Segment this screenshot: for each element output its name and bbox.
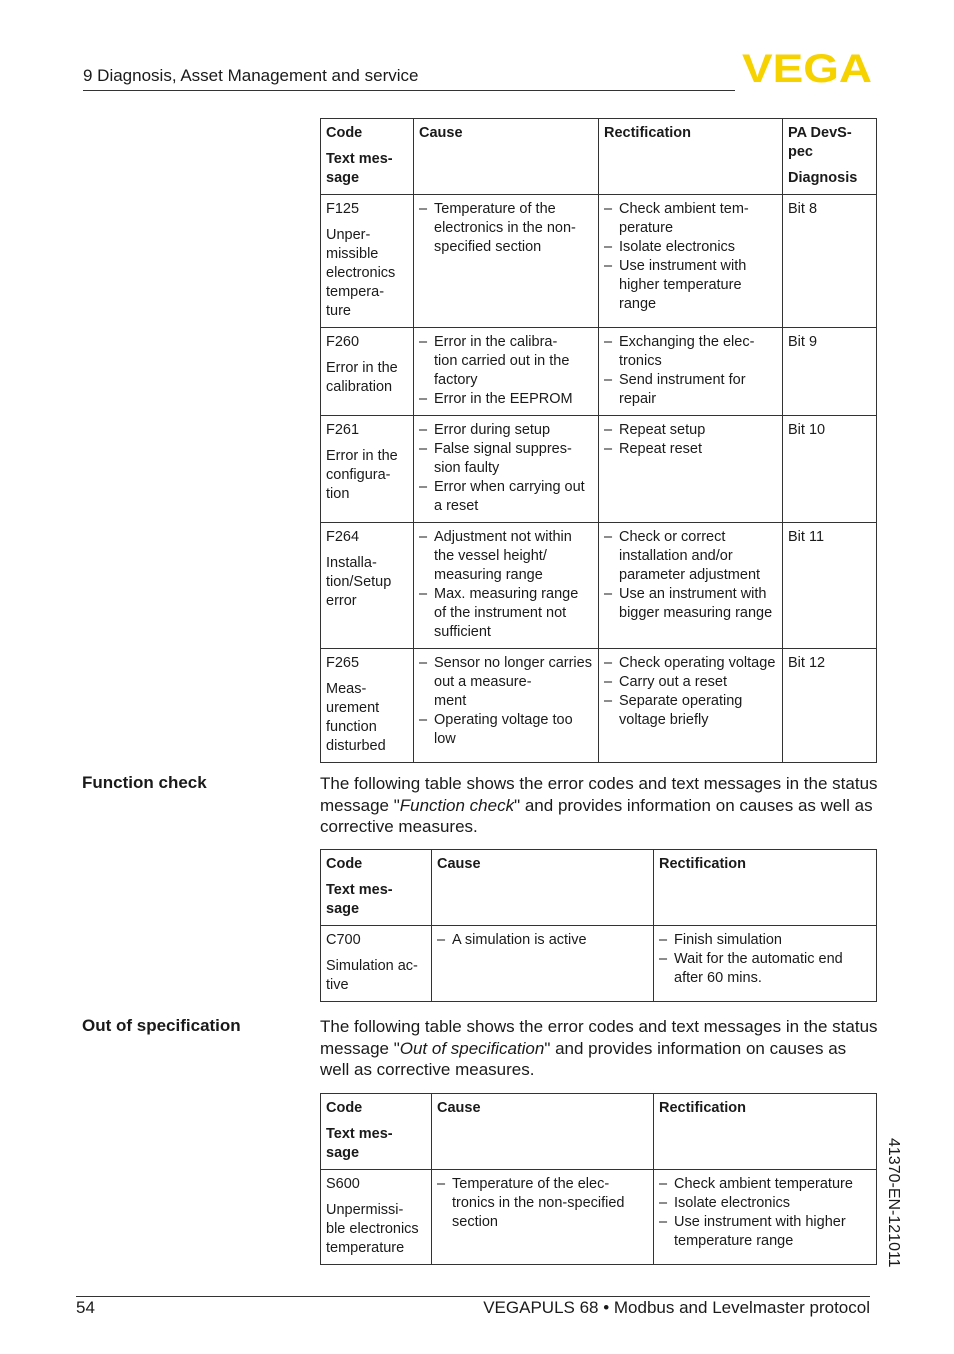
pa-diagnosis-cell: Bit 9 [783,328,877,416]
header-code [321,1094,432,1170]
function-check-intro [320,773,880,838]
out-of-spec-table [320,1093,877,1265]
function-check-table-body [321,926,877,1002]
failure-table-body [321,195,877,763]
out-of-spec-table-body [321,1170,877,1265]
header-code [321,850,432,926]
rectification-item: – Carry out a reset [604,673,778,692]
page-number: 54 [76,1298,95,1317]
header-rectification: Rectification [654,850,877,926]
cause-item: – A simulation is active [437,931,649,950]
text-message: Error in the calibration [326,360,398,395]
cause-list [419,654,594,749]
rectification-item: – Use instrument with higher temperature range [659,1213,872,1251]
table-row [321,649,877,763]
table-header-row [321,1094,877,1170]
intro-text: " and provides information on causes as well as corrective measures. [320,795,873,836]
code-cell [321,649,414,763]
header-pa-devspec-label: PA DevS- pec [788,125,852,160]
text-message: Installa- tion/Setup error [326,555,392,609]
header-text-message-label: Text mes- sage [326,882,393,917]
rectification-item: – Finish simulation [659,931,872,950]
error-code: C700 [326,932,361,948]
cause-cell [414,416,599,523]
footer-document-title: VEGAPULS 68 • Modbus and Levelmaster protocol [483,1298,870,1317]
table-header-row [321,119,877,195]
rectification-list [604,333,778,409]
error-code: F260 [326,334,360,350]
rectification-item: – Repeat reset [604,440,778,459]
cause-item: – Max. measuring range of the instrument not sufficient [419,585,594,642]
vega-logo [742,52,872,84]
header-code-label: Code [326,125,363,141]
rectification-cell [654,926,877,1002]
table-row [321,1170,877,1265]
header-code-label: Code [326,856,363,872]
intro-emphasis: Function check [399,795,515,815]
rectification-cell [599,195,783,328]
rectification-item: – Check operating voltage [604,654,778,673]
table-row [321,926,877,1002]
header-pa-devspec [783,119,877,195]
header-cause: Cause [432,1094,654,1170]
rectification-list [604,528,778,623]
cause-list [419,421,594,516]
cause-item: – Temperature of the elec- tronics in the non-specified section [437,1175,649,1232]
code-cell [321,195,414,328]
rectification-cell [599,523,783,649]
text-message: Meas- urement function disturbed [326,681,386,754]
error-code: F264 [326,529,360,545]
pa-diagnosis-cell: Bit 12 [783,649,877,763]
header-rectification: Rectification [599,119,783,195]
rectification-item: – Send instrument for repair [604,371,778,409]
intro-text: The following table shows the error codes and text messages in the status message " [320,1017,878,1058]
error-code: S600 [326,1176,360,1192]
cause-item: – Error during setup [419,421,594,440]
rectification-cell [599,416,783,523]
header-cause: Cause [432,850,654,926]
rectification-list [604,200,778,314]
cause-item: – Error when carrying out a reset [419,478,594,516]
cause-item: – Operating voltage too low [419,711,594,749]
cause-cell [414,523,599,649]
pa-diagnosis-cell: Bit 11 [783,523,877,649]
text-message: Error in the configura- tion [326,448,398,502]
pa-diagnosis-cell: Bit 10 [783,416,877,523]
vega-logo-text: VEGA [742,52,872,84]
header-rule [83,90,735,91]
header-cause: Cause [414,119,599,195]
code-cell [321,523,414,649]
function-check-heading: Function check [82,773,207,792]
rectification-item: – Check or correct installation and/or parameter adjustment [604,528,778,585]
cause-list [419,200,594,257]
rectification-list [659,1175,872,1251]
rectification-cell [654,1170,877,1265]
rectification-item: – Wait for the automatic end after 60 mins. [659,950,872,988]
failure-table [320,118,877,763]
table-row [321,328,877,416]
table-row [321,195,877,328]
cause-list [419,528,594,642]
text-message: Unpermissi- ble electronics temperature [326,1202,419,1256]
code-cell [321,1170,432,1265]
cause-cell [414,328,599,416]
header-text-message-label: Text mes- sage [326,151,393,186]
rectification-list [604,421,778,459]
cause-list [437,1175,649,1232]
header-rectification: Rectification [654,1094,877,1170]
cause-list [419,333,594,409]
error-code: F265 [326,655,360,671]
header-section-title: 9 Diagnosis, Asset Management and service [83,66,419,85]
cause-item: – Temperature of the electronics in the non-specified section [419,200,594,257]
cause-item: – False signal suppres- sion faulty [419,440,594,478]
error-code: F261 [326,422,360,438]
cause-list [437,931,649,950]
cause-cell [432,926,654,1002]
code-cell [321,328,414,416]
out-of-spec-intro [320,1016,880,1081]
rectification-item: – Repeat setup [604,421,778,440]
header-diagnosis-label: Diagnosis [788,170,858,186]
rectification-list [659,931,872,988]
rectification-item: – Use instrument with higher temperature range [604,257,778,314]
pa-diagnosis-cell: Bit 8 [783,195,877,328]
header-code [321,119,414,195]
cause-item: – Error in the EEPROM [419,390,594,409]
out-of-spec-heading: Out of specification [82,1016,241,1035]
rectification-item: – Separate operating voltage briefly [604,692,778,730]
cause-cell [414,195,599,328]
rectification-list [604,654,778,730]
intro-text: The following table shows the error codes and text messages in the status message " [320,774,878,815]
footer-rule [76,1296,870,1297]
rectification-item: – Isolate electronics [604,238,778,257]
function-check-table [320,849,877,1002]
table-header-row [321,850,877,926]
table-row [321,416,877,523]
text-message: Unper- missible electronics tempera- ture [326,227,396,319]
cause-item: – Sensor no longer carries out a measure- ment [419,654,594,711]
rectification-item: – Exchanging the elec- tronics [604,333,778,371]
header-code-label: Code [326,1100,363,1116]
rectification-item: – Use an instrument with bigger measuring range [604,585,778,623]
document-id: 41370-EN-121011 [885,1138,902,1268]
text-message: Simulation ac- tive [326,958,418,993]
header-text-message-label: Text mes- sage [326,1126,393,1161]
table-row [321,523,877,649]
code-cell [321,416,414,523]
cause-item: – Adjustment not within the vessel height/ measuring range [419,528,594,585]
cause-cell [432,1170,654,1265]
intro-text: " and provides information on causes as well as corrective measures. [320,1038,847,1079]
rectification-cell [599,328,783,416]
code-cell [321,926,432,1002]
cause-cell [414,649,599,763]
error-code: F125 [326,201,360,217]
cause-item: – Error in the calibra- tion carried out in the factory [419,333,594,390]
rectification-cell [599,649,783,763]
intro-emphasis: Out of specification [399,1038,545,1058]
rectification-item: – Check ambient temperature [659,1175,872,1194]
rectification-item: – Isolate electronics [659,1194,872,1213]
rectification-item: – Check ambient tem- perature [604,200,778,238]
